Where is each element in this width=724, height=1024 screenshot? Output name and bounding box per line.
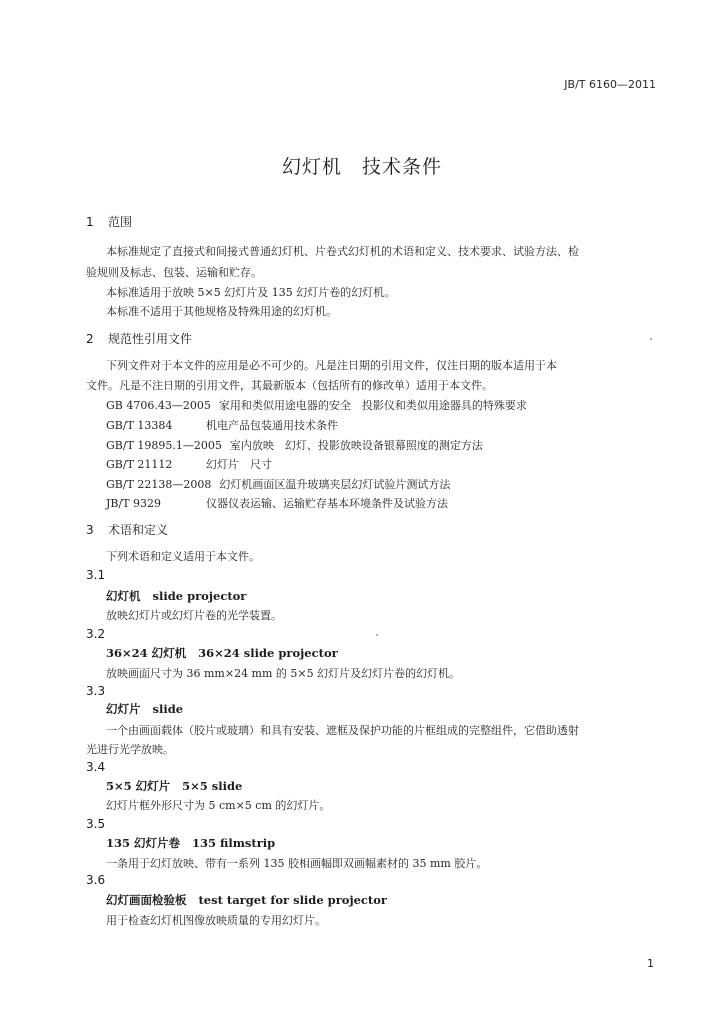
standard-code: JB/T 6160—2011	[564, 78, 656, 91]
ref-title: 家用和类似用途电器的安全 投影仪和类似用途器具的特殊要求	[218, 399, 527, 412]
term-zh: 幻灯片	[106, 702, 141, 716]
term-en: 5×5 slide	[182, 779, 243, 793]
ref-code: GB/T 22138—2008	[106, 478, 212, 491]
section-title: 术语和定义	[108, 523, 169, 537]
term-number: 3.3	[86, 684, 106, 698]
ref-title: 机电产品包装通用技术条件	[206, 419, 338, 432]
scan-speck	[650, 338, 652, 340]
term-en: 135 filmstrip	[192, 836, 276, 850]
term-heading	[106, 778, 242, 794]
term-definition: 一个由画面载体（胶片或玻璃）和具有安装、遮框及保护功能的片框组成的完整组件，它借助透射	[106, 724, 579, 737]
section-number: 1	[86, 215, 94, 229]
ref-item	[106, 397, 527, 413]
term-definition: 用于检查幻灯机图像放映质量的专用幻灯片。	[106, 914, 326, 927]
ref-title: 幻灯机画面区温升玻璃夹层幻灯试验片测试方法	[219, 478, 451, 491]
terms-intro: 下列术语和定义适用于本文件。	[106, 550, 260, 563]
normative-intro-line-1: 下列文件对于本文件的应用是必不可少的。凡是注日期的引用文件，仅注日期的版本适用于本	[106, 359, 557, 372]
section-number: 3	[86, 523, 94, 537]
term-definition: 一条用于幻灯放映、带有一系列 135 胶相画幅即双画幅素材的 35 mm 胶片。	[106, 857, 488, 870]
term-number: 3.1	[86, 568, 106, 582]
ref-item	[106, 495, 448, 511]
term-heading	[106, 645, 338, 661]
ref-item	[106, 437, 483, 453]
term-zh: 135 幻灯片卷	[106, 836, 181, 850]
ref-code: GB/T 19895.1—2005	[106, 439, 222, 452]
term-heading	[106, 835, 275, 851]
term-definition: 放映幻灯片或幻灯片卷的光学装置。	[106, 609, 282, 622]
term-definition: 幻灯片框外形尺寸为 5 cm×5 cm 的幻灯片。	[106, 799, 331, 812]
section-number: 2	[86, 332, 94, 346]
ref-item	[106, 456, 272, 472]
term-number: 3.4	[86, 760, 106, 774]
ref-code: GB/T 21112	[106, 458, 173, 471]
term-number: 3.6	[86, 873, 106, 887]
ref-item	[106, 417, 338, 433]
term-number: 3.2	[86, 627, 106, 641]
term-en: slide projector	[152, 589, 247, 603]
page-number: 1	[647, 957, 654, 970]
ref-code: GB/T 13384	[106, 419, 173, 432]
scope-line-1: 本标准规定了直接式和间接式普通幻灯机、片卷式幻灯机的术语和定义、技术要求、试验方法、检	[106, 245, 579, 258]
term-heading	[106, 892, 387, 908]
document-title: 幻灯机 技术条件	[281, 156, 442, 178]
section-heading-normative	[86, 330, 192, 347]
normative-intro-line-2: 文件。凡是不注日期的引用文件，其最新版本（包括所有的修改单）适用于本文件。	[86, 379, 493, 392]
ref-item	[106, 476, 450, 492]
term-heading	[106, 588, 246, 604]
term-zh: 36×24 幻灯机	[106, 646, 187, 660]
scope-line-2: 验规则及标志、包装、运输和贮存。	[86, 266, 262, 279]
scan-speck	[376, 634, 378, 636]
term-zh: 幻灯机	[106, 589, 141, 603]
scope-line-3: 本标准适用于放映 5×5 幻灯片及 135 幻灯片卷的幻灯机。	[106, 286, 396, 299]
term-zh: 5×5 幻灯片	[106, 779, 171, 793]
scope-line-4: 本标准不适用于其他规格及特殊用途的幻灯机。	[106, 305, 337, 318]
term-en: test target for slide projector	[198, 893, 387, 907]
term-heading	[106, 701, 183, 717]
section-heading-terms	[86, 521, 168, 538]
term-zh: 幻灯画面检验板	[106, 893, 187, 907]
section-title: 范围	[108, 215, 133, 229]
term-definition: 放映画面尺寸为 36 mm×24 mm 的 5×5 幻灯片及幻灯片卷的幻灯机。	[106, 667, 461, 680]
ref-code: GB 4706.43—2005	[106, 399, 211, 412]
section-heading-scope	[86, 213, 132, 230]
ref-title: 仪器仪表运输、运输贮存基本环境条件及试验方法	[206, 497, 448, 510]
term-definition: 光进行光学放映。	[86, 743, 174, 756]
term-number: 3.5	[86, 817, 106, 831]
ref-code: JB/T 9329	[106, 497, 162, 510]
section-title: 规范性引用文件	[108, 332, 193, 346]
ref-title: 幻灯片 尺寸	[206, 458, 272, 471]
ref-title: 室内放映 幻灯、投影放映设备银幕照度的测定方法	[229, 439, 483, 452]
term-en: slide	[152, 702, 184, 716]
term-en: 36×24 slide projector	[198, 646, 338, 660]
